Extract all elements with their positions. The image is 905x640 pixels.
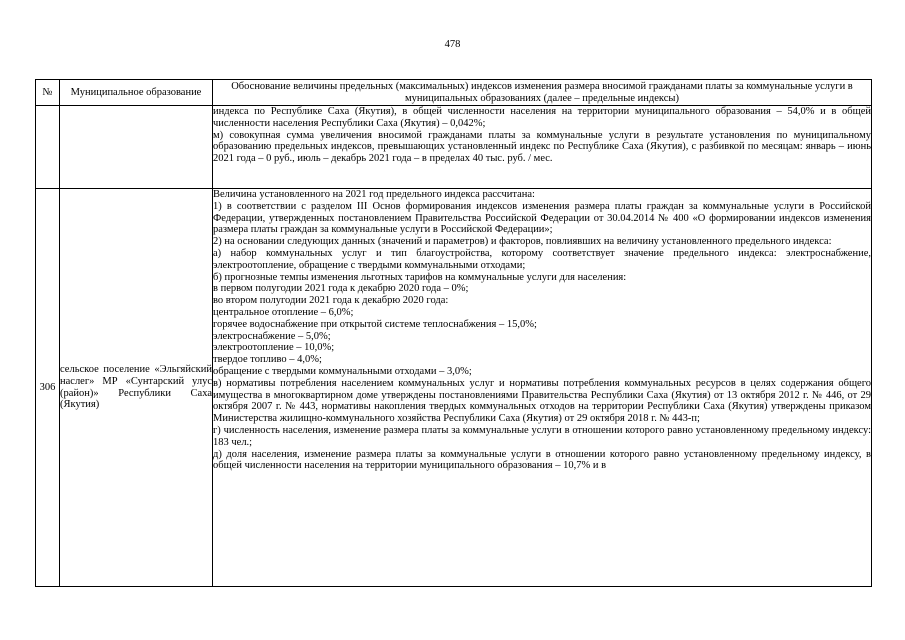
paragraph: 1) в соответствии с разделом III Основ формирования индексов изменения размера платы граждан за коммунальные услуги в Российской Федерации, утвержденных постановлением Правительства Российской Федерации от 30.04.2014 № 400 «О формировании индексов изменения размера платы граждан за коммунальные услуги в Российской Федерации»;: [213, 200, 871, 236]
indices-table: [35, 79, 872, 587]
paragraph: горячее водоснабжение при открытой системе теплоснабжения – 15,0%;: [213, 318, 537, 330]
header-municipality: Муниципальное образование: [60, 80, 213, 106]
paragraph: во втором полугодии 2021 года к декабрю 2020 года:: [213, 295, 449, 307]
paragraph: твердое топливо – 4,0%;: [213, 354, 322, 366]
paragraph: в) нормативы потребления населением коммунальных услуг и нормативы потребления коммунальных ресурсов в целях содержания общего имущества в многоквартирном доме утверждены постановлениями Правительства Республики Саха (Якутия) от 13 октября 2012 г. № 446, от 29 октября 2007 г. № 443, нормативы накопления твердых коммунальных отходов на территории Республики Саха (Якутия) утверждены приказом Министерства жилищно-коммунального хозяйства Республики Саха (Якутия) от 29 октября 2018 г. № 443-п;: [213, 377, 871, 425]
table-header-row: [36, 80, 872, 106]
row-municipality: сельское поселение «Эльгяйский наслег» МР «Сунтарский улус (район)» Республики Саха (Якутия): [60, 189, 213, 587]
paragraph: а) набор коммунальных услуг и тип благоустройства, которому соответствует значение предельного индекса: электроснабжение, электроотопление, обращение с твердыми коммунальными отходами;: [213, 247, 871, 271]
paragraph: электроотопление – 10,0%;: [213, 342, 335, 354]
row-justification: [213, 106, 872, 189]
row-justification: [213, 189, 872, 587]
paragraph: в первом полугодии 2021 года к декабрю 2020 года – 0%;: [213, 283, 469, 295]
paragraph: 2) на основании следующих данных (значений и параметров) и факторов, повлиявших на величину установленного предельного индекса:: [213, 236, 832, 248]
header-justification: Обоснование величины предельных (максимальных) индексов изменения размера вносимой гражданами платы за коммунальные услуги в муниципальных образованиях (далее – предельные индексы): [213, 80, 872, 106]
row-municipality: [60, 106, 213, 189]
paragraph: индекса по Республике Саха (Якутия), в общей численности населения на территории муниципального образования – 54,0% и в общей численности населения Республики Саха (Якутия) – 0,042%;: [213, 106, 871, 129]
paragraph: б) прогнозные темпы изменения льготных тарифов на коммунальные услуги для населения:: [213, 271, 627, 283]
paragraph: обращение с твердыми коммунальными отходами – 3,0%;: [213, 365, 472, 377]
page-number: 478: [444, 39, 461, 50]
row-number: 306: [36, 189, 60, 587]
paragraph: центральное отопление – 6,0%;: [213, 306, 354, 318]
table-row: [36, 189, 872, 587]
row-number: [36, 106, 60, 189]
paragraph: электроснабжение – 5,0%;: [213, 330, 331, 342]
paragraph: Величина установленного на 2021 год предельного индекса рассчитана:: [213, 189, 535, 200]
paragraph: д) доля населения, изменение размера платы за коммунальные услуги в отношении которого равно установленному предельному индексу, в общей численности населения на территории муниципального образования – 10,7% и в: [213, 448, 871, 472]
paragraph: м) совокупная сумма увеличения вносимой гражданами платы за коммунальные услуги в результате установления по муниципальному образованию предельных индексов, превышающих установленный индекс по Республике Саха (Якутия), с разбивкой по месяцам: январь – июнь 2021 года – 0 руб., июль – декабрь 2021 года – в пределах 40 тыс. руб. / мес.: [213, 129, 871, 165]
table-row: [36, 106, 872, 189]
paragraph: г) численность населения, изменение размера платы за коммунальные услуги в отношении которого равно установленному предельному индексу: 183 чел.;: [213, 424, 871, 448]
header-number: №: [36, 80, 60, 106]
